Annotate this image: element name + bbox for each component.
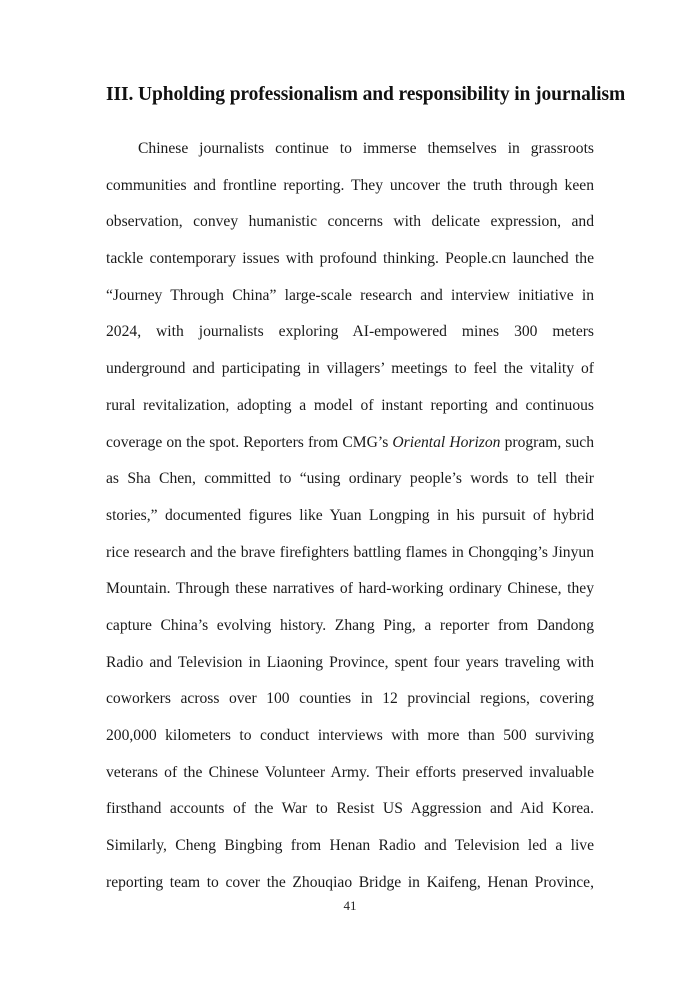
text-line: Similarly, Cheng Bingbing from Henan Radio and Television led a live [106,837,594,855]
text-line: as Sha Chen, committed to “using ordinary people’s words to tell their [106,470,594,488]
text-line: capture China’s evolving history. Zhang Ping, a reporter from Dandong [106,616,594,634]
text-run: coverage on the spot. Reporters from CMG’s [106,433,393,451]
text-run: program, such [500,433,594,451]
body-paragraph [106,131,594,901]
text-line [106,425,594,462]
text-line: Chinese journalists continue to immerse themselves in grassroots [138,140,594,157]
text-line: observation, convey humanistic concerns with delicate expression, and [106,213,594,231]
page-number: 41 [343,898,357,913]
text-line: coworkers across over 100 counties in 12 provincial regions, covering [106,690,594,708]
text-line: stories,” documented figures like Yuan Longping in his pursuit of hybrid [106,506,594,524]
text-line: Radio and Television in Liaoning Province, spent four years traveling with [106,653,594,671]
text-line: veterans of the Chinese Volunteer Army. Their efforts preserved invaluable [106,763,594,781]
text-line: 2024, with journalists exploring AI-empowered mines 300 meters [106,323,594,341]
text-line: underground and participating in villagers’ meetings to feel the vitality of [106,360,594,378]
text-line: rural revitalization, adopting a model of instant reporting and continuous [106,396,594,414]
text-line: firsthand accounts of the War to Resist US Aggression and Aid Korea. [106,800,594,818]
text-line: 200,000 kilometers to conduct interviews with more than 500 surviving [106,727,594,744]
text-line: communities and frontline reporting. They uncover the truth through keen [106,176,594,194]
text-line: rice research and the brave firefighters battling flames in Chongqing’s Jinyun [106,543,594,561]
section-heading: III. Upholding professionalism and responsibility in journalism [106,84,626,105]
text-line: reporting team to cover the Zhouqiao Bridge in Kaifeng, Henan Province, [106,873,594,891]
text-line: Mountain. Through these narratives of hard-working ordinary Chinese, they [106,580,594,598]
text-line: “Journey Through China” large-scale research and interview initiative in [106,286,594,304]
text-line: tackle contemporary issues with profound thinking. People.cn launched the [106,250,594,268]
program-title-italic: Oriental Horizon [392,433,501,451]
